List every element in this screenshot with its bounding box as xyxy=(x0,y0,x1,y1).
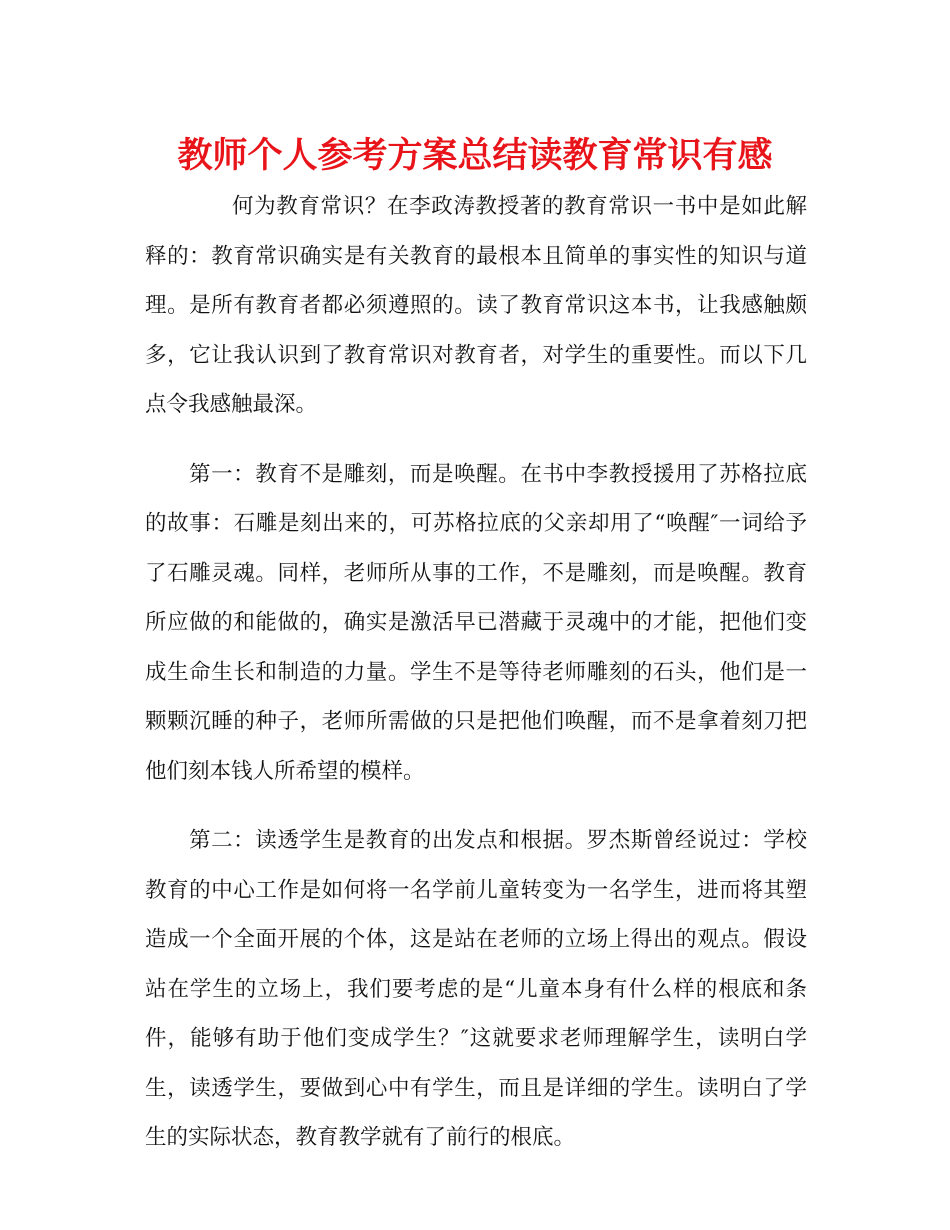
paragraph-point-two: 第二：读透学生是教育的出发点和根据。罗杰斯曾经说过：学校教育的中心工作是如何将一名学前儿童转变为一名学生，进而将其塑造成一个全面开展的个体，这是站在老师的立场上得出的观点。假设站在学生的立场上，我们要考虑的是“儿童本身有什么样的根底和条件，能够有助于他们变成学生？″这就要求老师理解学生，读明白学生，读透学生，要做到心中有学生，而且是详细的学生。读明白了学生的实际状态，教育教学就有了前行的根底。 xyxy=(145,828,807,1150)
paragraph-spacer xyxy=(145,430,807,450)
document-title: 教师个人参考方案总结读教育常识有感 xyxy=(177,136,773,176)
document-body xyxy=(145,182,807,1163)
paragraph-intro: 何为教育常识？在李政涛教授著的教育常识一书中是如此解释的：教育常识确实是有关教育的最根本且简单的事实性的知识与道理。是所有教育者都必须遵照的。读了教育常识这本书，让我感触颇多，它让我认识到了教育常识对教育者，对学生的重要性。而以下几点令我感触最深。 xyxy=(145,194,807,417)
paragraph-point-one: 第一：教育不是雕刻，而是唤醒。在书中李教授援用了苏格拉底的故事：石雕是刻出来的，可苏格拉底的父亲却用了“唤醒″一词给予了石雕灵魂。同样，老师所从事的工作，不是雕刻，而是唤醒。教育所应做的和能做的，确实是激活早已潜藏于灵魂中的才能，把他们变成生命生长和制造的力量。学生不是等待老师雕刻的石头，他们是一颗颗沉睡的种子，老师所需做的只是把他们唤醒，而不是拿着刻刀把他们刻本钱人所希望的模样。 xyxy=(145,461,807,784)
paragraph-spacer xyxy=(145,796,807,816)
